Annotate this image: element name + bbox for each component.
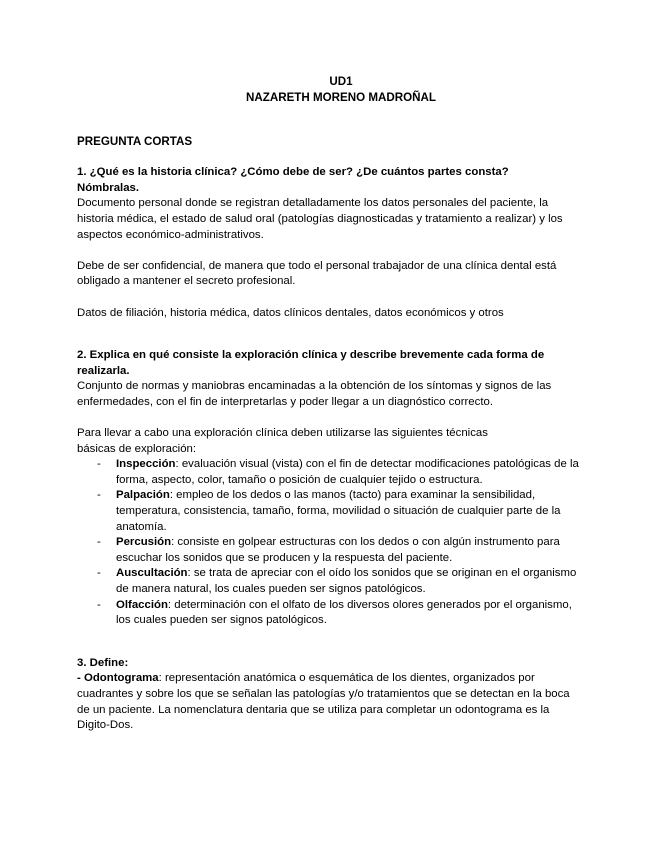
- question-1-title: [77, 165, 585, 196]
- technique-item-auscultacion: [77, 566, 585, 597]
- question-2-intro-line-1: Para llevar a cabo una exploración clínica deben utilizarse las siguientes técnicas: [77, 427, 488, 440]
- technique-term: Olfacción: [116, 598, 168, 611]
- question-2-intro-line-2: básicas de exploración:: [77, 442, 197, 455]
- question-2-answer-definition: Conjunto de normas y maniobras encaminadas a la obtención de los síntomas y signos de las enfermedades, con el fin de interpretarlas y poder llegar a un diagnóstico correcto.: [77, 380, 552, 408]
- list-bullet: -: [97, 536, 101, 549]
- technique-description: : determinación con el olfato de los diversos olores generados por el organismo, los cuales pueden ser signos patológicos.: [116, 598, 572, 627]
- spacer: [77, 411, 585, 427]
- question-3-title: 3. Define:: [77, 656, 129, 669]
- list-bullet: -: [97, 598, 101, 611]
- question-1-answer-definition: Documento personal donde se registran detalladamente los datos personales del paciente, la historia médica, el estado de salud oral (patologías diagnosticadas y tratamiento a realizar) y los aspectos económico-administrativos.: [77, 197, 563, 241]
- unit-title: UD1: [329, 75, 353, 88]
- question-3-block: [77, 656, 585, 734]
- question-1-block: [77, 165, 585, 321]
- spacer: [77, 243, 585, 259]
- document-header: [97, 74, 585, 106]
- technique-description: : consiste en golpear estructuras con los dedos o con algún instrumento para escuchar los sonidos que se producen y la respuesta del paciente.: [116, 536, 560, 564]
- author-name: NAZARETH MORENO MADROÑAL: [246, 91, 436, 104]
- list-bullet: -: [97, 489, 101, 502]
- definition-term: - Odontograma: [77, 672, 159, 685]
- technique-description: : se trata de apreciar con el oído los sonidos que se originan en el organismo de manera natural, los cuales pueden ser signos patológicos.: [116, 567, 577, 596]
- technique-description: : empleo de los dedos o las manos (tacto) para examinar la sensibilidad, temperatura, consistencia, tamaño, forma, movilidad o situación de cualquier parte de la anatomía.: [116, 489, 561, 533]
- list-bullet: -: [97, 567, 101, 580]
- spacer: [77, 150, 585, 166]
- section-title: PREGUNTA CORTAS: [77, 135, 193, 148]
- question-2-block: [77, 348, 585, 629]
- technique-item-inspeccion: [77, 457, 585, 488]
- spacer: [77, 321, 585, 348]
- technique-term: Percusión: [116, 536, 172, 549]
- technique-item-palpacion: [77, 488, 585, 535]
- technique-term: Inspección: [116, 458, 176, 471]
- spacer: [77, 629, 585, 656]
- technique-item-percusion: [77, 535, 585, 566]
- question-1-answer-confidential: Debe de ser confidencial, de manera que todo el personal trabajador de una clínica dental está obligado a mantener el secreto profesional.: [77, 259, 557, 288]
- definition-text: : representación anatómica o esquemática de los dientes, organizados por cuadrantes y sobre los que se señalan las patologías y/o tratamientos que se detectan en la boca de un paciente. La nomenclatura dentaria que se utiliza para completar un odontograma es la Digito-Dos.: [77, 672, 570, 732]
- technique-term: Auscultación: [116, 567, 188, 580]
- question-3-definition: [77, 671, 585, 733]
- question-1-answer-parts: Datos de filiación, historia médica, datos clínicos dentales, datos económicos y otros: [77, 306, 504, 319]
- question-1-line-2: Nómbralas.: [77, 181, 140, 194]
- technique-description: : evaluación visual (vista) con el fin de detectar modificaciones patológicas de la forma, aspecto, color, tamaño o posición de cualquier tejido o estructura.: [116, 458, 579, 486]
- technique-term: Palpación: [116, 489, 170, 502]
- question-1-line-1: 1. ¿Qué es la historia clínica? ¿Cómo debe de ser? ¿De cuántos partes consta?: [77, 166, 509, 179]
- list-bullet: -: [97, 458, 101, 471]
- techniques-list: [77, 457, 585, 629]
- spacer: [77, 290, 585, 306]
- technique-item-olfaccion: [77, 598, 585, 629]
- question-2-title: 2. Explica en qué consiste la exploración clínica y describe brevemente cada forma de realizarla.: [77, 349, 545, 377]
